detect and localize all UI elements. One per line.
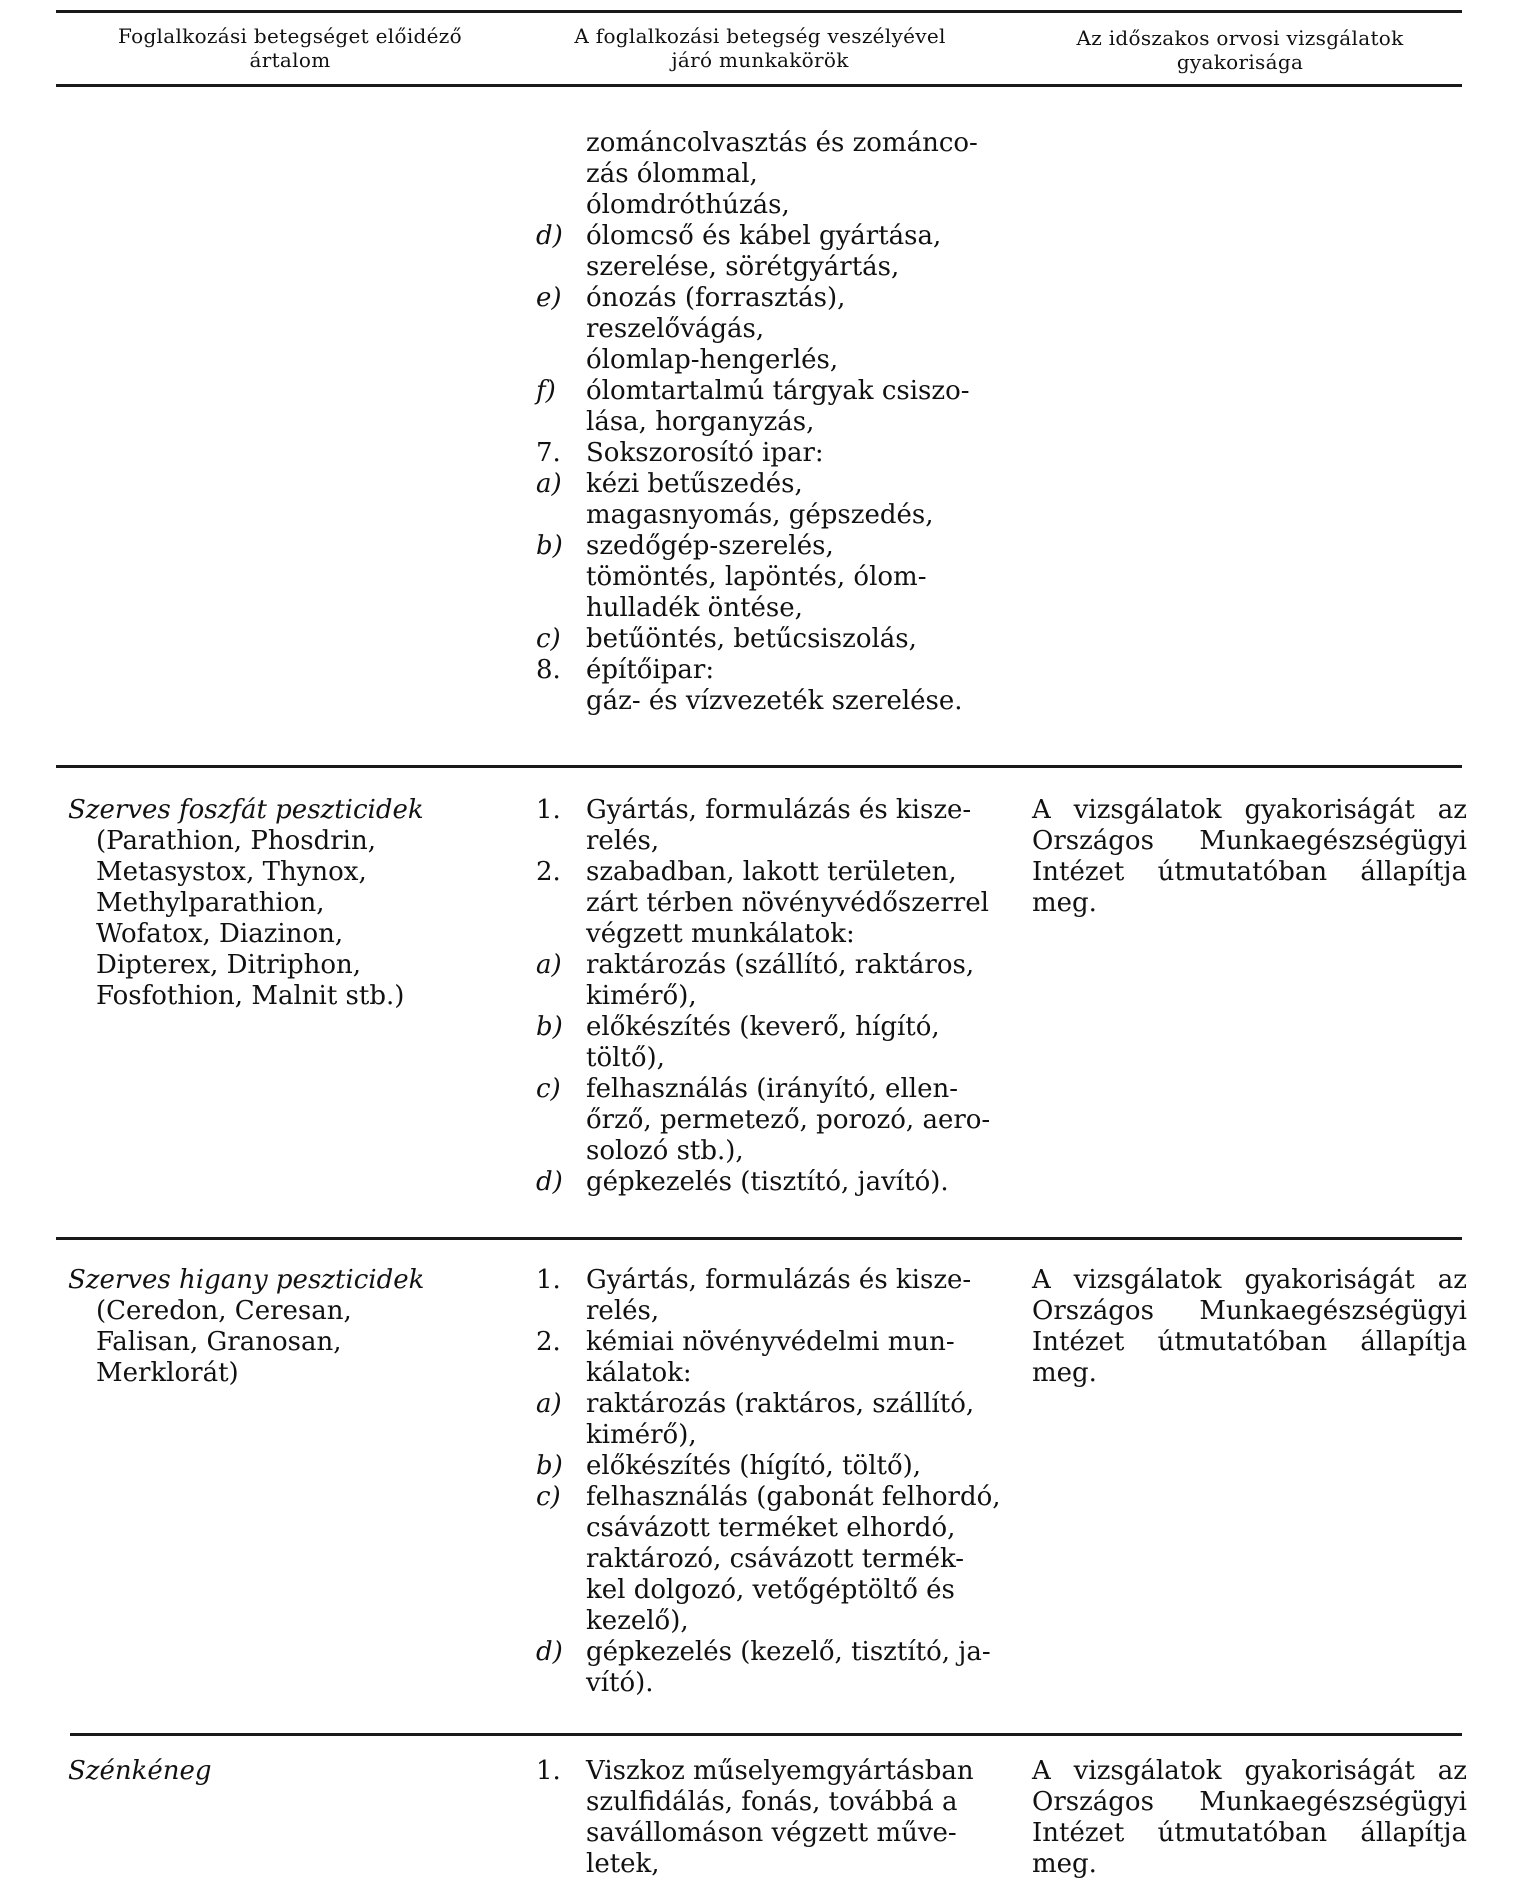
job-item [536,655,1006,717]
job-item-text [586,624,1006,655]
header-jobs [530,24,990,72]
job-item-marker: 2. [536,1327,561,1357]
frequency-line: Intézet útmutatóban állapítja [1032,857,1467,887]
job-item-text [586,1637,1006,1699]
job-item [536,1451,1006,1482]
header-frequency-line-2: gyakorisága [1176,50,1304,74]
job-item [536,1482,1006,1637]
job-item-marker: 7. [536,438,561,468]
job-item-text [586,1451,1006,1482]
hazard-cell [68,1756,508,1787]
hazard-detail-line: Dipterex, Ditriphon, [96,950,362,980]
job-item-line: Viszkoz műselyemgyártásban [586,1756,974,1786]
job-item-marker: e) [536,283,562,313]
job-item-line: raktározó, csávázott termék- [586,1544,965,1574]
hazard-cell [68,1265,508,1389]
job-item-marker: c) [536,1482,561,1512]
job-item-line: ólomdróthúzás, [586,190,790,220]
hazard-title: Szénkéneg [68,1756,212,1786]
job-item-line: felhasználás (gabonát felhordó, [586,1482,1001,1512]
job-item-marker: a) [536,469,562,499]
job-item [536,1167,1006,1198]
job-item-line: ónozás (forrasztás), [586,283,846,313]
job-item-line: relés, [586,826,660,856]
job-item-line: zárt térben növényvédőszerrel [586,888,989,918]
job-item [536,1074,1006,1167]
hazard-cell [68,795,508,1012]
job-item-text [586,283,1006,376]
job-item-marker: 1. [536,1265,561,1295]
job-item-text [586,221,1006,283]
job-item-text [586,1389,1006,1451]
header-rule [56,84,1462,87]
frequency-cell [1032,1265,1467,1389]
job-item-line: kel dolgozó, vetőgéptöltő és [586,1575,955,1605]
section-divider [56,1237,1462,1240]
job-item-line: solozó stb.), [586,1136,744,1166]
frequency-line: A vizsgálatok gyakoriságát az [1032,1265,1467,1295]
frequency-line: Országos Munkaegészségügyi [1032,1296,1467,1326]
job-item-line: felhasználás (irányító, ellen- [586,1074,958,1104]
job-item-text [586,1756,1006,1880]
hazard-detail-line: Wofatox, Diazinon, [96,919,344,949]
hazard-detail-line: (Parathion, Phosdrin, [96,826,376,856]
hazard-detail-line: (Ceredon, Ceresan, [96,1296,352,1326]
frequency-line: meg. [1032,888,1097,918]
header-jobs-line-2: járó munkakörök [671,48,849,72]
header-frequency-line-1: Az időszakos orvosi vizsgálatok [1076,26,1404,50]
job-item-line: kézi betűszedés, [586,469,803,499]
job-item-text [586,1167,1006,1198]
job-item-line: zománcolvasztás és zománco- [586,128,978,158]
job-item [536,221,1006,283]
job-item-line: kémiai növényvédelmi mun- [586,1327,955,1357]
job-item-line: gépkezelés (tisztító, javító). [586,1167,949,1197]
hazard-detail-line: Falisan, Granosan, [96,1327,342,1357]
job-item-marker: 1. [536,795,561,825]
job-item-line: savállomáson végzett műve- [586,1818,957,1848]
job-item [536,1637,1006,1699]
job-item [536,795,1006,857]
job-item [536,1389,1006,1451]
job-item-line: Sokszorosító ipar: [586,438,824,468]
job-item-line: szerelése, sörétgyártás, [586,252,900,282]
job-item-text [586,795,1006,857]
job-item-line: hulladék öntése, [586,593,803,623]
job-item-text [586,469,1006,531]
job-item-marker: b) [536,1451,563,1481]
job-item-line: szabadban, lakott területen, [586,857,957,887]
job-item [536,1327,1006,1389]
job-item-text [586,1482,1006,1637]
top-rule [56,10,1462,13]
job-item-marker: 1. [536,1756,561,1786]
frequency-line: A vizsgálatok gyakoriságát az [1032,795,1467,825]
header-frequency [1020,26,1460,74]
job-item-line: betűöntés, betűcsiszolás, [586,624,917,654]
frequency-line: Intézet útmutatóban állapítja [1032,1818,1467,1848]
job-item-marker: b) [536,531,563,561]
job-item-line: letek, [586,1849,660,1879]
frequency-line: meg. [1032,1849,1097,1879]
hazard-detail-line: Methylparathion, [96,888,325,918]
job-item-text [586,1074,1006,1167]
job-item-line: reszelővágás, [586,314,765,344]
job-item-marker: d) [536,1167,563,1197]
job-item [536,950,1006,1012]
job-item-line: Gyártás, formulázás és kisze- [586,795,972,825]
job-item-line: lása, horganyzás, [586,407,815,437]
job-item-text [586,376,1006,438]
job-item-line: előkészítés (keverő, hígító, [586,1012,940,1042]
job-item [536,128,1006,221]
job-item-text [586,1012,1006,1074]
job-item-line: raktározás (szállító, raktáros, [586,950,975,980]
job-item-line: építőipar: [586,655,715,685]
job-item [536,438,1006,469]
job-item [536,469,1006,531]
job-item-line: kimérő), [586,1420,697,1450]
header-jobs-line-1: A foglalkozási betegség veszélyével [574,24,946,48]
job-item-text [586,438,1006,469]
job-item-text [586,950,1006,1012]
job-item-text [586,857,1006,950]
job-item-line: vító). [586,1668,654,1698]
job-item-marker: 8. [536,655,561,685]
frequency-line: Országos Munkaegészségügyi [1032,826,1467,856]
job-item [536,1012,1006,1074]
hazard-detail-line: Fosfothion, Malnit stb.) [96,981,405,1011]
jobs-list [536,128,1006,717]
job-item [536,531,1006,624]
job-item-line: szulfidálás, fonás, továbbá a [586,1787,958,1817]
job-item [536,1756,1006,1880]
header-hazard [80,24,500,72]
job-item-line: szedőgép-szerelés, [586,531,834,561]
section-divider [70,1733,1462,1736]
job-item-line: Gyártás, formulázás és kisze- [586,1265,972,1295]
job-item [536,857,1006,950]
job-item [536,283,1006,376]
job-item-line: raktározás (raktáros, szállító, [586,1389,975,1419]
jobs-list [536,1265,1006,1699]
job-item-line: ólomcső és kábel gyártása, [586,221,942,251]
job-item-marker: d) [536,1637,563,1667]
job-item-line: gáz- és vízvezeték szerelése. [586,686,963,716]
job-item-text [586,1327,1006,1389]
job-item-line: előkészítés (hígító, töltő), [586,1451,922,1481]
hazard-detail-line: Metasystox, Thynox, [96,857,367,887]
job-item-line: őrző, permetező, porozó, aero- [586,1105,991,1135]
jobs-list [536,1756,1006,1880]
job-item-marker: a) [536,1389,562,1419]
frequency-line: A vizsgálatok gyakoriságát az [1032,1756,1467,1786]
job-item-marker: a) [536,950,562,980]
job-item-text [586,655,1006,717]
job-item-line: töltő), [586,1043,665,1073]
job-item-line: zás ólommal, [586,159,758,189]
job-item-line: ólomtartalmú tárgyak csiszo- [586,376,970,406]
job-item-marker: c) [536,1074,561,1104]
job-item [536,1265,1006,1327]
job-item-marker: b) [536,1012,563,1042]
job-item [536,376,1006,438]
job-item-text [586,128,1006,221]
job-item-line: tömöntés, lapöntés, ólom- [586,562,927,592]
job-item-line: csávázott terméket elhordó, [586,1513,956,1543]
job-item-line: kimérő), [586,981,697,1011]
job-item-line: relés, [586,1296,660,1326]
job-item-line: magasnyomás, gépszedés, [586,500,934,530]
job-item [536,624,1006,655]
hazard-title: Szerves higany peszticidek [68,1265,425,1295]
job-item-marker: 2. [536,857,561,887]
job-item-line: végzett munkálatok: [586,919,855,949]
job-item-text [586,531,1006,624]
hazard-detail-line: Merklorát) [96,1358,239,1388]
header-hazard-line-2: ártalom [249,48,331,72]
frequency-cell [1032,1756,1467,1880]
job-item-line: gépkezelés (kezelő, tisztító, ja- [586,1637,991,1667]
jobs-list [536,795,1006,1198]
job-item-marker: c) [536,624,561,654]
job-item-line: ólomlap-hengerlés, [586,345,839,375]
section-divider [56,765,1462,768]
frequency-cell [1032,795,1467,919]
job-item-text [586,1265,1006,1327]
job-item-line: kálatok: [586,1358,692,1388]
frequency-line: Intézet útmutatóban állapítja [1032,1327,1467,1357]
job-item-marker: d) [536,221,563,251]
hazard-title: Szerves foszfát peszticidek [68,795,424,825]
frequency-line: meg. [1032,1358,1097,1388]
header-hazard-line-1: Foglalkozási betegséget előidéző [118,24,462,48]
job-item-line: kezelő), [586,1606,689,1636]
job-item-marker: f) [536,376,556,406]
frequency-line: Országos Munkaegészségügyi [1032,1787,1467,1817]
